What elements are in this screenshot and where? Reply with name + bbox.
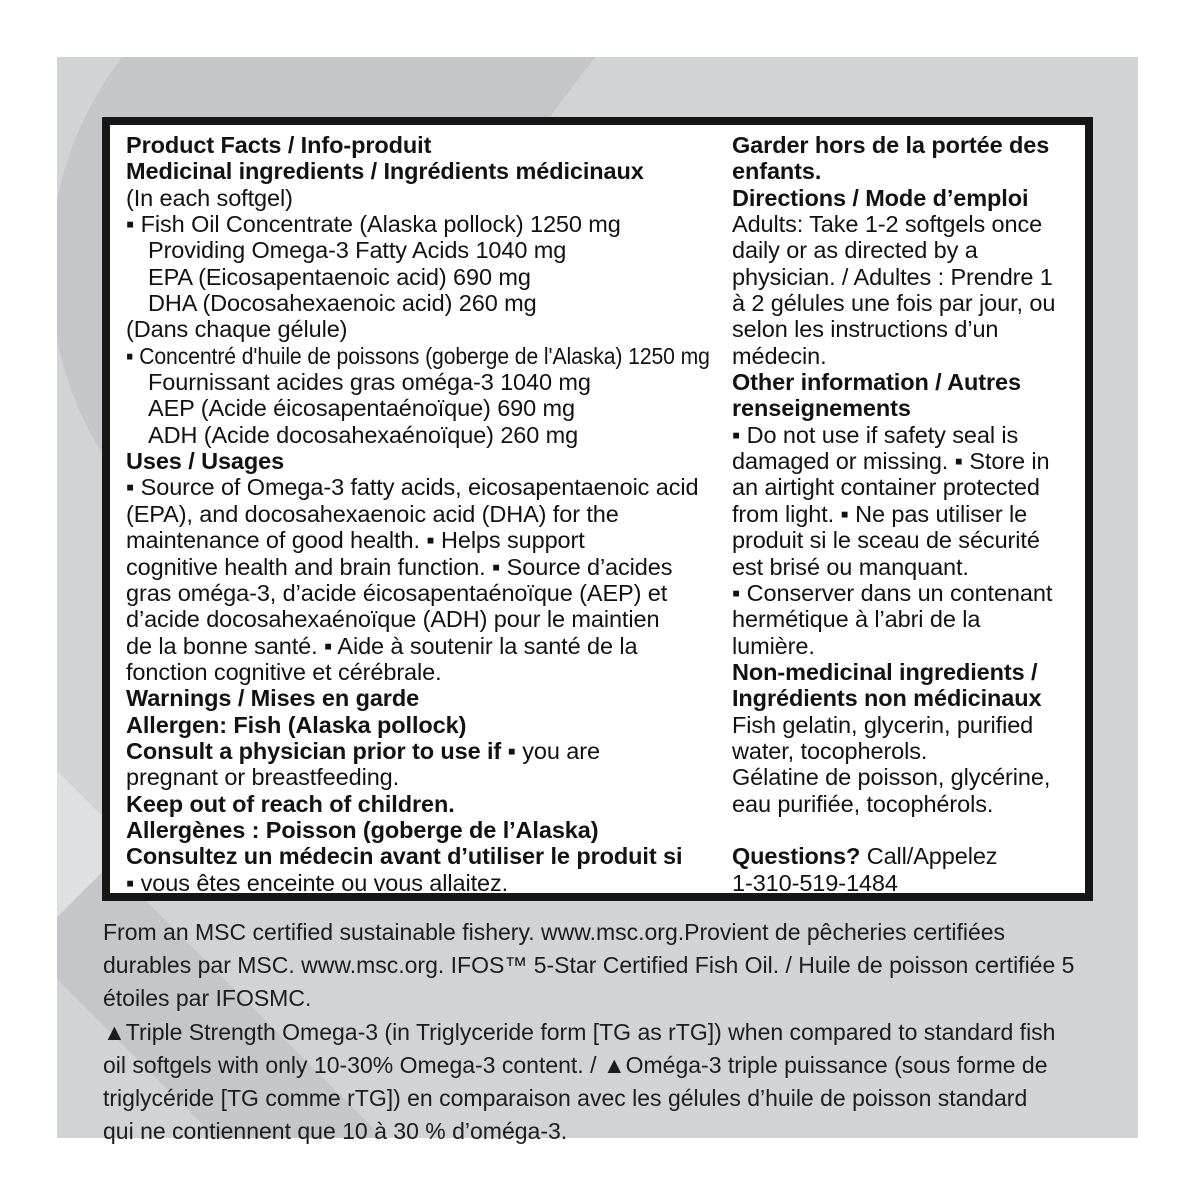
other-info-text: ▪ Do not use if safety seal is (732, 421, 1019, 448)
non-medicinal-text: Fish gelatin, glycerin, purified (732, 711, 1034, 738)
ingredient-fish-oil-fr: ▪ Concentré d'huile de poissons (goberge de l'Alaska) 1250 mg (126, 342, 710, 369)
uses-text: de la bonne santé. ▪ Aide à soutenir la santé de la (126, 632, 638, 659)
ingredient-dha-fr: ADH (Acide docosahexaénoïque) 260 mg (148, 421, 579, 448)
other-info-text: an airtight container protected (732, 474, 1040, 501)
uses-text: cognitive health and brain function. ▪ Source d’acides (126, 553, 673, 580)
questions-phone: 1-310-519-1484 (732, 869, 898, 896)
ingredient-omega3-en: Providing Omega-3 Fatty Acids 1040 mg (148, 237, 567, 264)
directions-text: Adults: Take 1-2 softgels once (732, 211, 1043, 238)
other-info-text: from light. ▪ Ne pas utiliser le (732, 500, 1028, 527)
ingredient-fish-oil-en: ▪ Fish Oil Concentrate (Alaska pollock) 1250 mg (126, 211, 621, 238)
consult-en: Consult a physician prior to use if ▪ you are (126, 737, 600, 764)
per-softgel-fr: (Dans chaque gélule) (126, 316, 348, 343)
msc-note: étoiles par IFOSMC. (103, 985, 312, 1012)
directions-text: médecin. (732, 342, 827, 369)
keep-out-en: Keep out of reach of children. (126, 790, 455, 817)
warnings-heading: Warnings / Mises en garde (126, 685, 420, 712)
non-medicinal-heading: Non-medicinal ingredients / (732, 658, 1038, 685)
triple-strength-note: oil softgels with only 10-30% Omega-3 content. / ▲Oméga-3 triple puissance (sous forme de (103, 1051, 1048, 1078)
footnotes-block (103, 916, 1103, 1148)
other-info-text: est brisé ou manquant. (732, 553, 969, 580)
other-info-heading: Other information / Autres (732, 369, 1021, 396)
directions-text: physician. / Adultes : Prendre 1 (732, 263, 1053, 290)
consult-fr: ▪ vous êtes enceinte ou vous allaitez. (126, 869, 509, 896)
consult-en: pregnant or breastfeeding. (126, 764, 400, 791)
product-facts-title: Product Facts / Info-produit (126, 132, 432, 158)
ingredient-epa-en: EPA (Eicosapentaenoic acid) 690 mg (148, 263, 531, 290)
other-info-text: produit si le sceau de sécurité (732, 527, 1040, 554)
facts-right-column (732, 132, 1082, 896)
spacer (732, 817, 1082, 843)
triple-strength-note: qui ne contiennent que 10 à 30 % d’oméga-3. (103, 1118, 568, 1145)
other-info-text: lumière. (732, 632, 815, 659)
keep-out-fr: enfants. (732, 158, 822, 185)
product-facts-box (102, 117, 1093, 901)
per-softgel-en: (In each softgel) (126, 184, 293, 211)
keep-out-fr: Garder hors de la portée des (732, 132, 1050, 158)
other-info-text: ▪ Conserver dans un contenant (732, 579, 1053, 606)
triple-strength-note: triglycéride [TG comme rTG]) en comparaison avec les gélules d’huile de poisson standard (103, 1084, 1028, 1111)
ingredient-omega3-fr: Fournissant acides gras oméga-3 1040 mg (148, 369, 591, 396)
directions-heading: Directions / Mode d’emploi (732, 184, 1029, 211)
non-medicinal-text: water, tocopherols. (732, 737, 928, 764)
non-medicinal-heading: Ingrédients non médicinaux (732, 685, 1042, 712)
medicinal-ingredients-heading: Medicinal ingredients / Ingrédients médicinaux (126, 158, 644, 185)
other-info-heading: renseignements (732, 395, 911, 422)
ingredient-epa-fr: AEP (Acide éicosapentaénoïque) 690 mg (148, 395, 575, 422)
directions-text: à 2 gélules une fois par jour, ou (732, 290, 1056, 317)
msc-note: From an MSC certified sustainable fishery. www.msc.org.Provient de pêcheries certifiées (103, 919, 1006, 945)
consult-fr: Consultez un médecin avant d’utiliser le produit si (126, 843, 683, 870)
uses-heading: Uses / Usages (126, 448, 285, 475)
uses-text: (EPA), and docosahexaenoic acid (DHA) for the (126, 500, 619, 527)
uses-text: maintenance of good health. ▪ Helps support (126, 527, 585, 554)
directions-text: daily or as directed by a (732, 237, 978, 264)
other-info-text: hermétique à l’abri de la (732, 606, 981, 633)
other-info-text: damaged or missing. ▪ Store in (732, 448, 1050, 475)
msc-note: durables par MSC. www.msc.org. IFOS™ 5-Star Certified Fish Oil. / Huile de poisson certifiée 5 (103, 952, 1075, 979)
uses-text: d’acide docosahexaénoïque (ADH) pour le maintien (126, 606, 660, 633)
uses-text: fonction cognitive et cérébrale. (126, 658, 442, 685)
ingredient-dha-en: DHA (Docosahexaenoic acid) 260 mg (148, 290, 537, 317)
non-medicinal-text: Gélatine de poisson, glycérine, (732, 764, 1051, 791)
triple-strength-note: ▲Triple Strength Omega-3 (in Triglyceride form [TG as rTG]) when compared to standard fish (103, 1018, 1056, 1045)
non-medicinal-text: eau purifiée, tocophérols. (732, 790, 994, 817)
questions-line: Questions? Call/Appelez (732, 843, 998, 870)
uses-text: gras oméga-3, d’acide éicosapentaénoïque (AEP) et (126, 579, 668, 606)
facts-left-column (126, 132, 732, 896)
allergen-fr: Allergènes : Poisson (goberge de l’Alaska) (126, 816, 599, 843)
allergen-en: Allergen: Fish (Alaska pollock) (126, 711, 467, 738)
uses-text: ▪ Source of Omega-3 fatty acids, eicosapentaenoic acid (126, 474, 699, 501)
directions-text: selon les instructions d’un (732, 316, 999, 343)
